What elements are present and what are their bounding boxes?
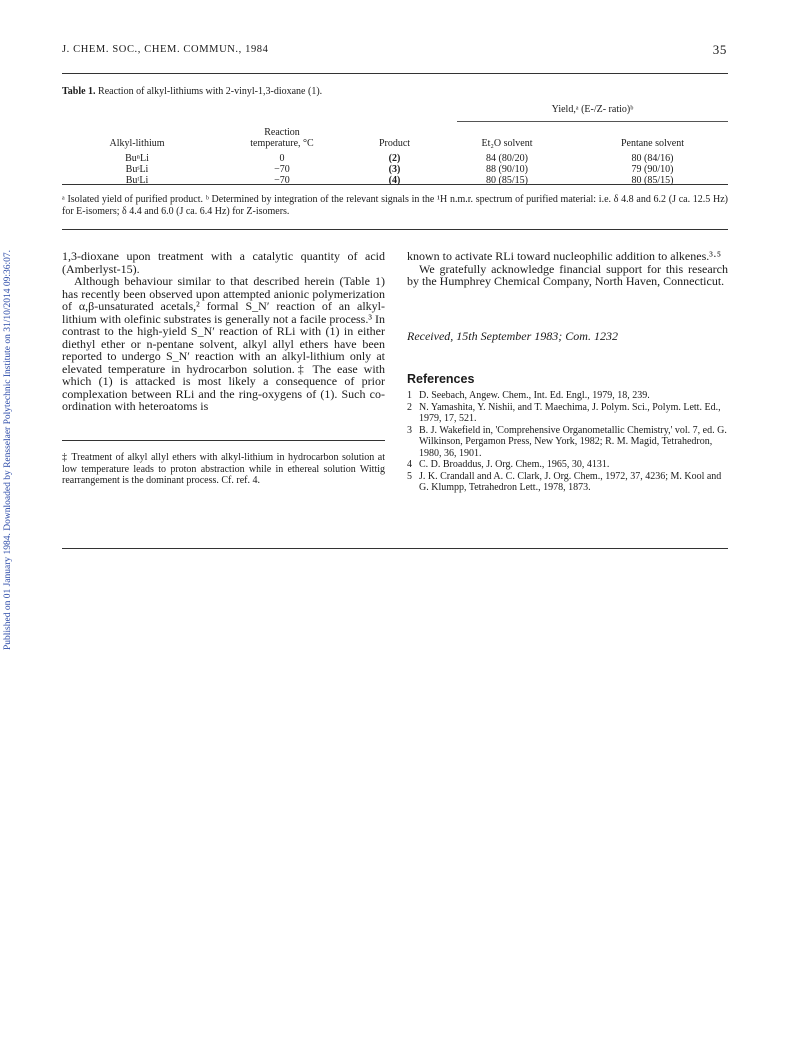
table-caption [62,86,322,97]
header-rule [62,73,728,74]
references-heading: References [407,372,475,386]
table-row [62,164,728,175]
received-date: Received, 15th September 1983; Com. 1232 [407,329,618,343]
references-list [407,390,728,494]
table-header-row-3 [62,138,728,149]
reference-item [407,402,728,425]
cell-temp: 0 [279,153,285,164]
reference-text: N. Yamashita, Y. Nishii, and T. Maechima, J. Polym. Sci., Polym. Lett. Ed., 1979, 17, 521. [419,401,721,424]
cell-temp: −70 [274,175,290,186]
reference-text: D. Seebach, Angew. Chem., Int. Ed. Engl., 1979, 18, 239. [419,390,650,401]
left-paragraph-1: 1,3-dioxane upon treatment with a catalytic quantity of acid (Amberlyst-15). [62,249,385,276]
footnote-dagger: ‡ Treatment of alkyl allyl ethers with alkyl-lithium in hydrocarbon solution at low temperature leads to proton abstraction while in ethereal solution Wittig rearrangement is the dominant process. Cf. ref. 4. [62,452,385,486]
et2o-header: Et₂O solvent [481,138,533,149]
table-row [62,153,728,164]
table-footnote: ᵃ Isolated yield of purified product. ᵇ Determined by integration of the relevant signals in the ¹H n.m.r. spectrum of purified material: i.e. δ 4.8 and 6.2 (J ca. 12.5 Hz) for E-isomers; δ 4.4 and 6.0 (J ca. 6.4 Hz) for Z-isomers. [62,194,728,217]
cell-pentane: 80 (84/16) [631,153,674,164]
left-paragraph-2: Although behaviour similar to that described herein (Table 1) has recently been observed upon attempted anionic polymerization of α,β-unsaturated acetals,² formal S_N′ reaction of an alkyl-lithium with olefinic substrates is generally not a facile process.³ In contrast to the high-yield S_N′ reaction of RLi with (1) in either diethyl ether or n-pentane solvent, alkyl allyl ethers have been reported to undergo S_N′ reaction with an alkyl-lithium only at elevated temperature in hydrocarbon solution.‡ The ease with which (1) is attacked is most likely a consequence of prior complexation between RLi and the ring-oxygens of (1). Such co-ordination with heteroatoms is [62,274,385,413]
alkyl-header: Alkyl-lithium [109,138,165,149]
page-number: 35 [712,42,727,57]
cell-et2o: 80 (85/15) [486,175,528,186]
cell-product: (3) [388,164,401,175]
reference-item [407,471,728,494]
temp-header-line2: temperature, °C [250,138,314,149]
table-caption-text: Reaction of alkyl-lithiums with 2-vinyl-1,3-dioxane (1). [95,86,323,97]
reference-number: 5 [407,470,412,482]
results-table [62,104,728,186]
reference-item [407,390,728,402]
reference-number: 2 [407,401,412,413]
right-paragraph-1: known to activate RLi toward nucleophilic addition to alkenes.³·⁵ [407,249,722,263]
cell-pentane: 79 (90/10) [631,164,674,175]
bottom-rule [62,548,728,549]
cell-alkyl: BuˢLi [125,164,149,175]
pentane-header: Pentane solvent [620,138,685,149]
product-header: Product [378,138,411,149]
cell-alkyl: BuᵗLi [125,175,149,186]
cell-product: (2) [388,153,401,164]
temp-header-line1: Reaction [264,127,300,138]
footnote-rule [62,440,385,441]
cell-temp: −70 [274,164,290,175]
reference-item [407,459,728,471]
download-side-note[interactable] [3,205,17,650]
right-column [407,250,728,288]
table-header-row-1 [62,104,728,127]
reference-number: 4 [407,459,412,470]
cell-et2o: 84 (80/20) [486,153,528,164]
side-note-text[interactable]: Published on 01 January 1984. Downloaded by Rensselaer Polytechnic Institute on 31/10/2014 09:36:07. [3,249,13,650]
left-column [62,250,385,413]
right-paragraph-2: We gratefully acknowledge financial support for this research by the Humphrey Chemical Company, North Haven, Connecticut. [407,261,728,288]
cell-product: (4) [388,175,401,186]
reference-number: 1 [407,390,412,401]
reference-item [407,425,728,460]
table-header-row-2 [62,127,728,138]
table-rule [62,184,728,185]
table-label: Table 1. [62,86,96,97]
journal-header: J. CHEM. SOC., CHEM. COMMUN., 1984 [62,44,269,55]
cell-et2o: 88 (90/10) [486,164,528,175]
reference-text: J. K. Crandall and A. C. Clark, J. Org. Chem., 1972, 37, 4236; M. Kool and G. Klumpp, Tetrahedron Lett., 1978, 1873. [419,470,722,493]
reference-text: B. J. Wakefield in, 'Comprehensive Organometallic Chemistry,' vol. 7, ed. G. Wilkinson, Pergamon Press, New York, 1982; R. M. Magid, Tetrahedron, 1980, 36, 1901. [419,424,727,459]
reference-text: C. D. Broaddus, J. Org. Chem., 1965, 30, 4131. [419,459,610,470]
section-rule [62,229,728,230]
yield-header: Yield,ᵃ (E-/Z- ratio)ᵇ [457,104,728,122]
cell-alkyl: BuⁿLi [125,153,149,164]
cell-pentane: 80 (85/15) [631,175,674,186]
reference-number: 3 [407,424,412,436]
